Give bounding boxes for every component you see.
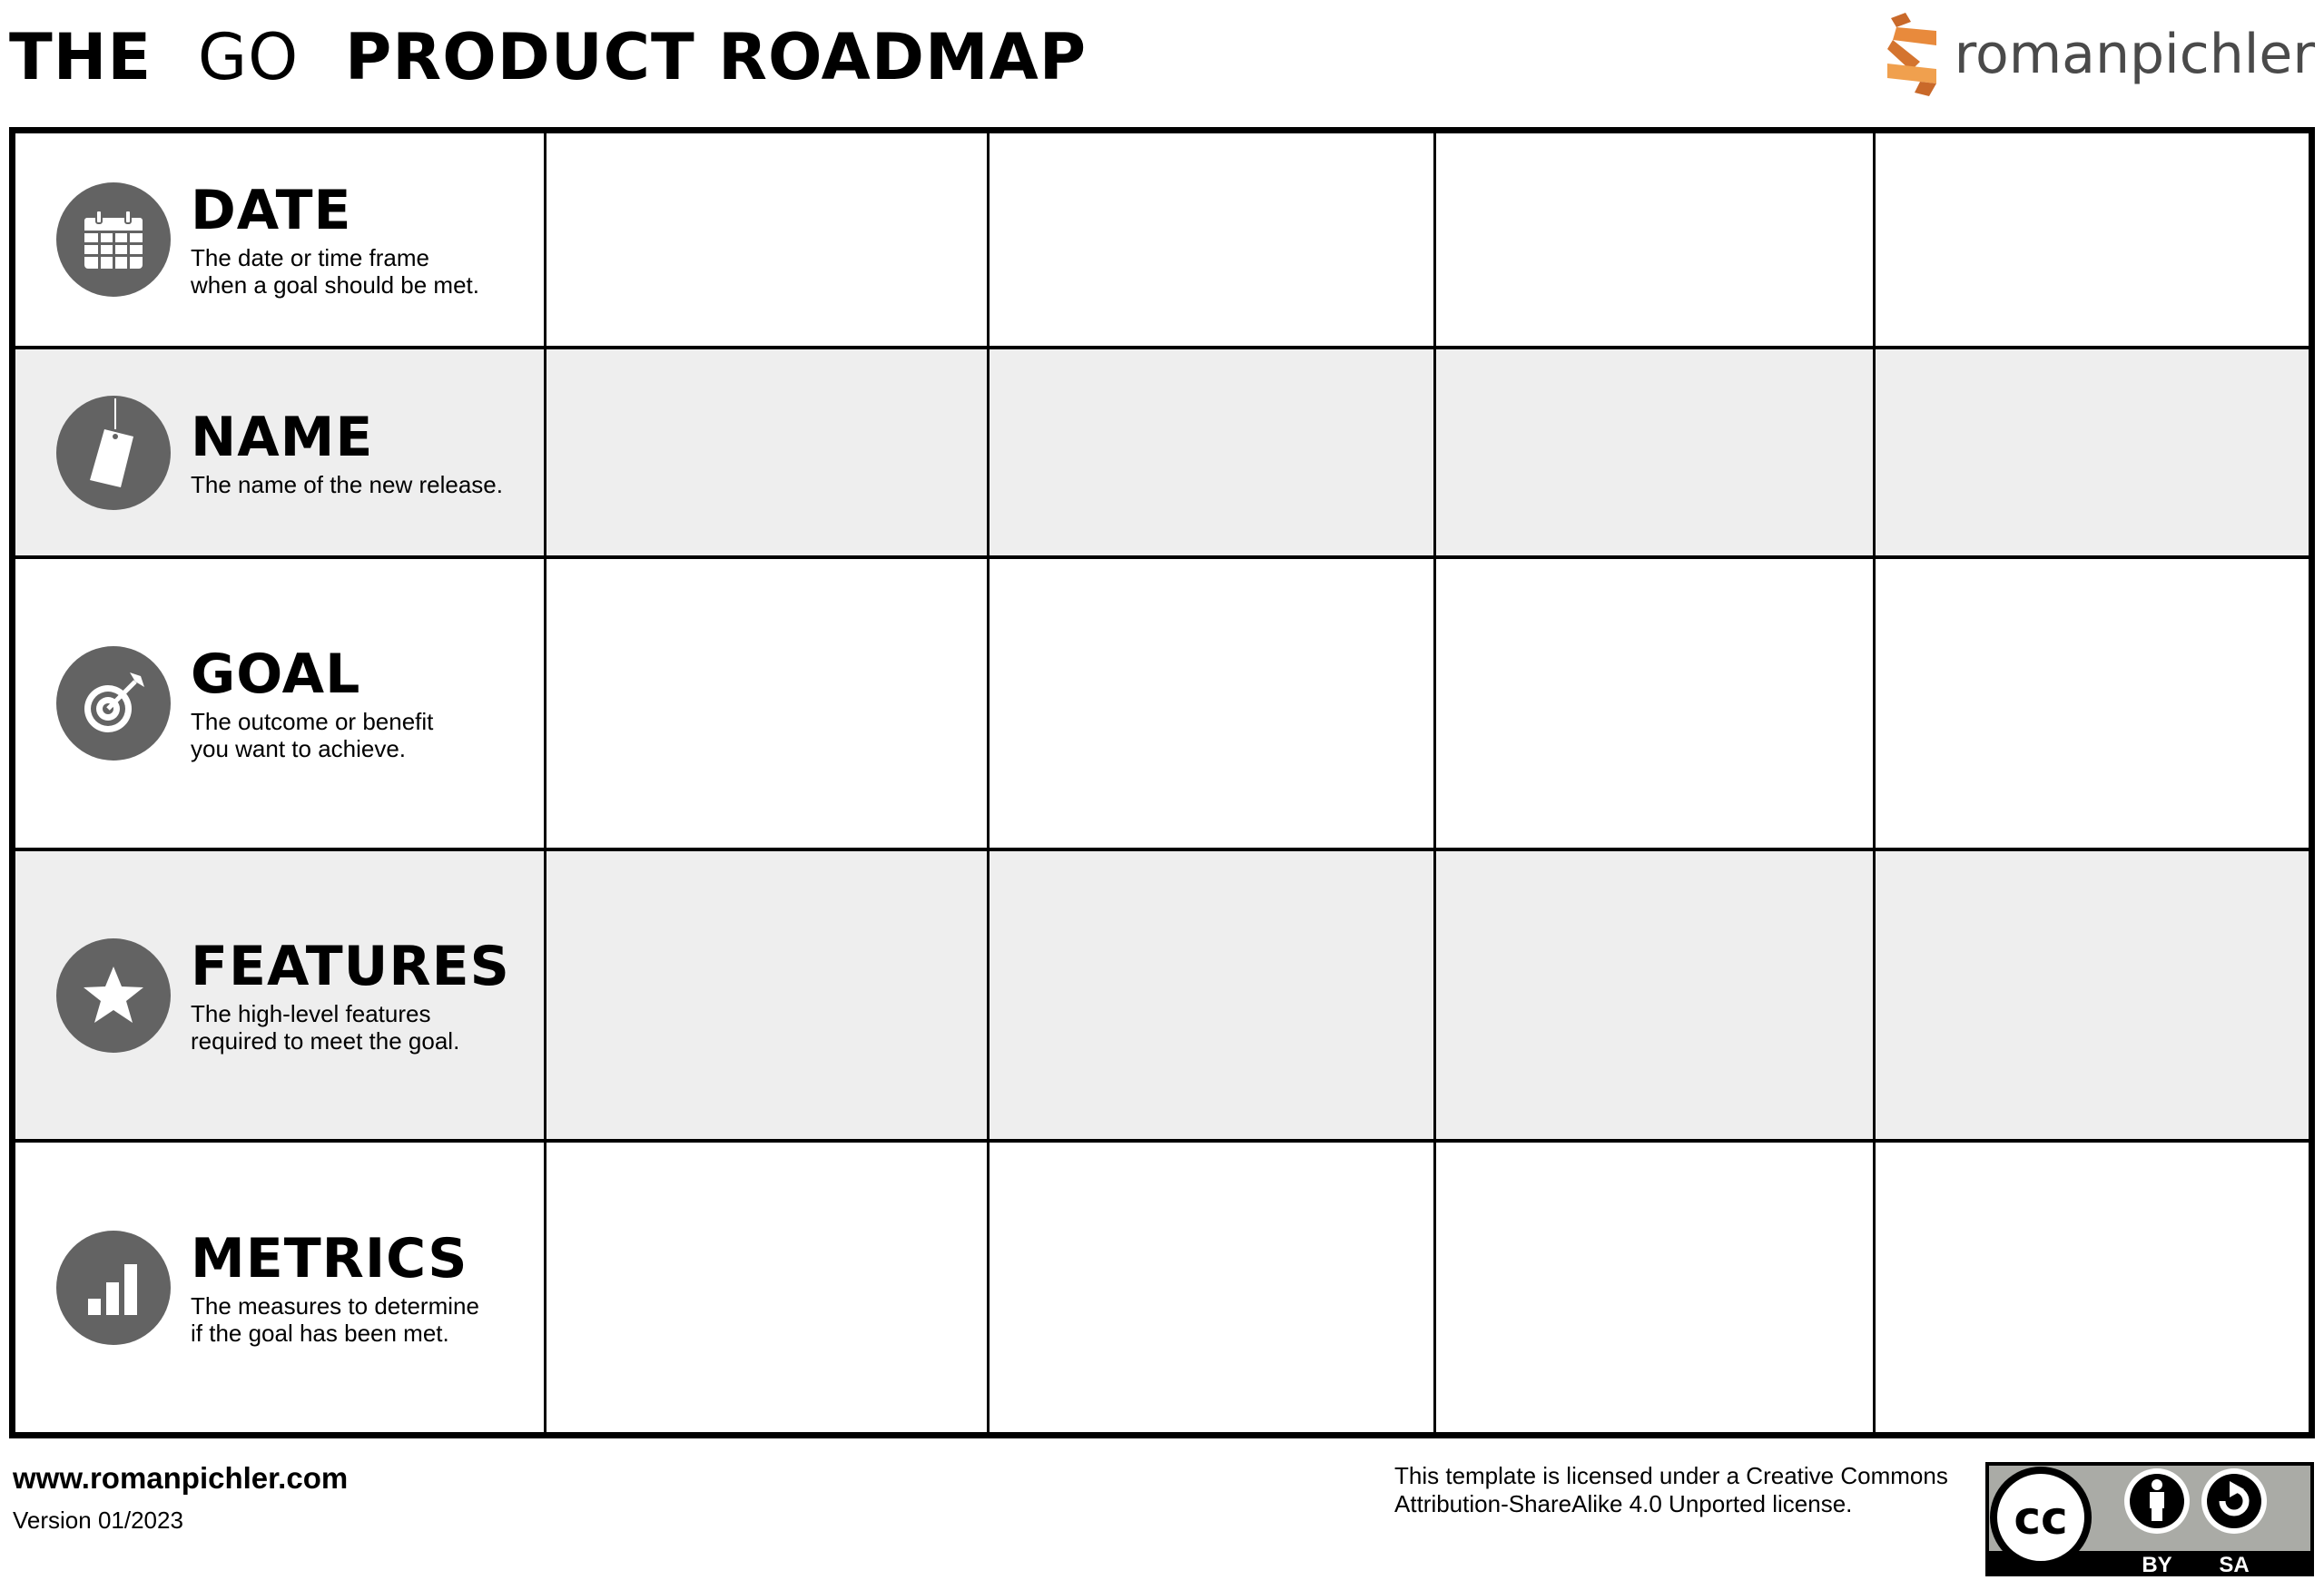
romanpichler-logo-icon (1884, 13, 1942, 96)
license-text: This template is licensed under a Creative Commons Attribution-ShareAlike 4.0 Unported license. (1394, 1462, 1948, 1517)
page-title (9, 16, 1087, 98)
star-icon (56, 938, 171, 1053)
row-label-date: DATE (191, 179, 352, 242)
row-desc-features: The high-level features required to meet the goal. (191, 999, 460, 1055)
roadmap-cell[interactable] (1876, 559, 2309, 851)
row-header-name (15, 349, 547, 559)
roadmap-cell[interactable] (1876, 1143, 2309, 1432)
calendar-icon (56, 182, 171, 297)
roadmap-cell[interactable] (1876, 133, 2309, 349)
roadmap-cell[interactable] (547, 133, 990, 349)
roadmap-cell[interactable] (547, 1143, 990, 1432)
roadmap-cell[interactable] (990, 1143, 1436, 1432)
tag-icon (56, 396, 171, 510)
roadmap-cell[interactable] (990, 851, 1436, 1143)
footer-version: Version 01/2023 (13, 1507, 183, 1534)
roadmap-cell[interactable] (1876, 851, 2309, 1143)
cc-by-label: BY (2142, 1553, 2172, 1577)
roadmap-cell[interactable] (547, 851, 990, 1143)
brand-name: romanpichler (1954, 23, 2315, 86)
bar-chart-icon (56, 1231, 171, 1345)
row-label-name: NAME (191, 405, 374, 469)
cc-by-sa-badge[interactable] (1984, 1461, 2315, 1577)
row-label-metrics: METRICS (191, 1226, 468, 1291)
roadmap-cell[interactable] (990, 349, 1436, 559)
row-header-goal (15, 559, 547, 851)
target-icon (56, 646, 171, 761)
row-desc-metrics: The measures to determine if the goal has been met. (191, 1291, 479, 1347)
brand-logo (1884, 13, 2315, 96)
roadmap-grid (9, 127, 2315, 1438)
roadmap-cell[interactable] (1436, 1143, 1876, 1432)
roadmap-cell[interactable] (547, 349, 990, 559)
row-header-features (15, 851, 547, 1143)
roadmap-cell[interactable] (547, 559, 990, 851)
row-desc-name: The name of the new release. (191, 470, 503, 498)
row-header-metrics (15, 1143, 547, 1432)
title-go: GO (197, 20, 300, 94)
roadmap-cell[interactable] (1436, 559, 1876, 851)
title-product-roadmap: PRODUCT ROADMAP (345, 20, 1088, 94)
row-desc-date: The date or time frame when a goal should be met. (191, 244, 479, 299)
roadmap-cell[interactable] (1436, 349, 1876, 559)
roadmap-cell[interactable] (990, 559, 1436, 851)
roadmap-cell[interactable] (1436, 851, 1876, 1143)
row-label-features: FEATURES (191, 934, 510, 998)
row-header-date (15, 133, 547, 349)
row-desc-goal: The outcome or benefit you want to achieve. (191, 708, 434, 762)
roadmap-cell[interactable] (990, 133, 1436, 349)
footer-url[interactable]: www.romanpichler.com (13, 1461, 349, 1495)
cc-label: cc (2014, 1492, 2068, 1545)
roadmap-cell[interactable] (1436, 133, 1876, 349)
row-label-goal: GOAL (191, 643, 361, 706)
cc-sa-label: SA (2219, 1553, 2250, 1577)
title-the: THE (9, 20, 153, 94)
roadmap-cell[interactable] (1876, 349, 2309, 559)
